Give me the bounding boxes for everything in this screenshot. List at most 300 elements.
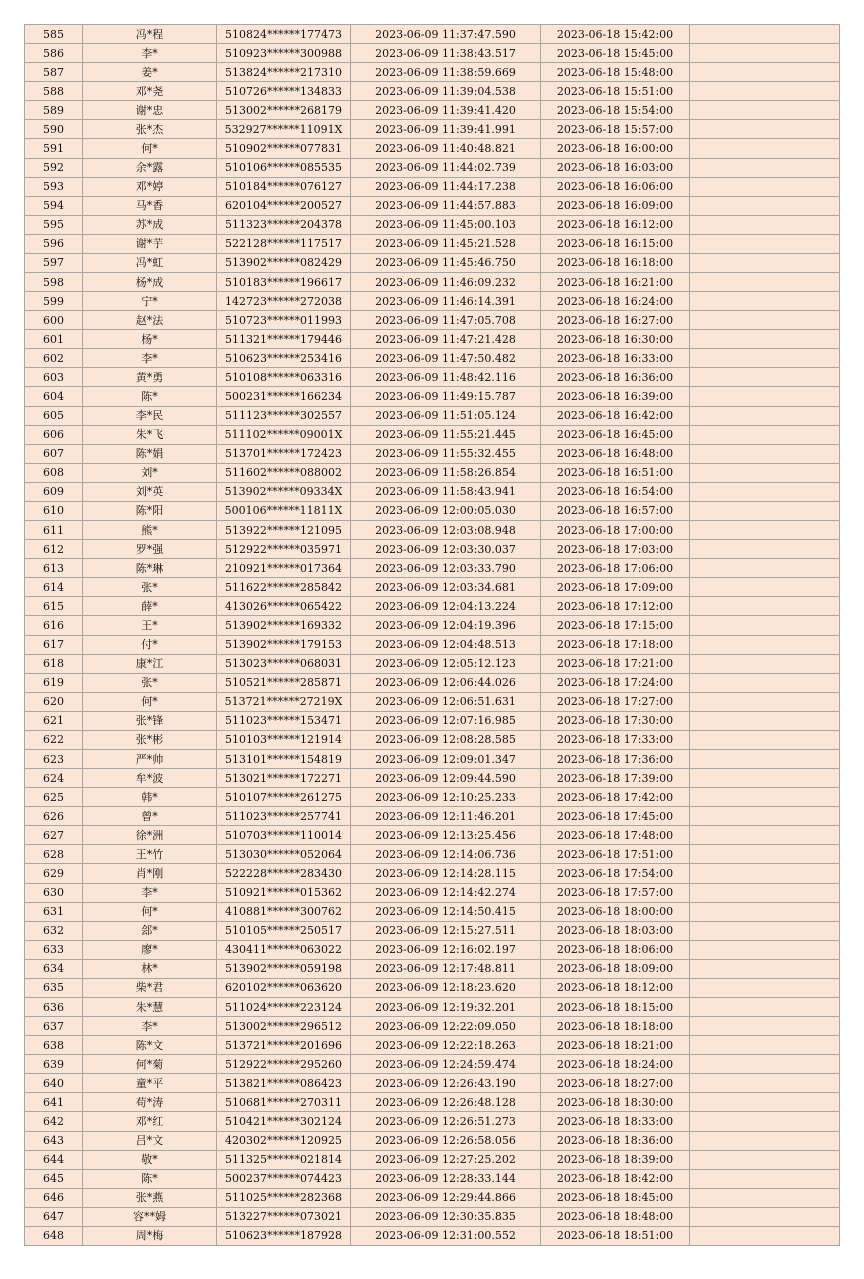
- id-number: 512922******035971: [217, 540, 351, 559]
- row-number: 591: [25, 139, 83, 158]
- empty-cell: [690, 769, 840, 788]
- appointment-time: 2023-06-18 17:48:00: [541, 826, 690, 845]
- submit-time: 2023-06-09 11:44:02.739: [351, 158, 541, 177]
- empty-cell: [690, 120, 840, 139]
- empty-cell: [690, 196, 840, 215]
- submit-time: 2023-06-09 12:26:43.190: [351, 1074, 541, 1093]
- table-row: [25, 883, 840, 902]
- empty-cell: [690, 578, 840, 597]
- person-name: 廖*: [83, 940, 217, 959]
- id-number: 513030******052064: [217, 845, 351, 864]
- person-name: 杨*成: [83, 273, 217, 292]
- table-row: [25, 1074, 840, 1093]
- id-number: 513002******268179: [217, 101, 351, 120]
- row-number: 611: [25, 521, 83, 540]
- submit-time: 2023-06-09 12:19:32.201: [351, 997, 541, 1016]
- table-row: [25, 368, 840, 387]
- appointment-time: 2023-06-18 17:03:00: [541, 540, 690, 559]
- person-name: 韩*: [83, 788, 217, 807]
- submit-time: 2023-06-09 12:27:25.202: [351, 1150, 541, 1169]
- empty-cell: [690, 1169, 840, 1188]
- table-row: [25, 902, 840, 921]
- empty-cell: [690, 597, 840, 616]
- id-number: 513902******09334X: [217, 482, 351, 501]
- table-row: [25, 807, 840, 826]
- empty-cell: [690, 63, 840, 82]
- person-name: 谢*忠: [83, 101, 217, 120]
- person-name: 冯*程: [83, 25, 217, 44]
- empty-cell: [690, 158, 840, 177]
- table-row: [25, 1131, 840, 1150]
- person-name: 曾*: [83, 807, 217, 826]
- appointment-time: 2023-06-18 17:21:00: [541, 654, 690, 673]
- appointment-time: 2023-06-18 16:06:00: [541, 177, 690, 196]
- table-row: [25, 1169, 840, 1188]
- submit-time: 2023-06-09 12:30:35.835: [351, 1207, 541, 1226]
- empty-cell: [690, 101, 840, 120]
- id-number: 510923******300988: [217, 44, 351, 63]
- table-row: [25, 406, 840, 425]
- person-name: 李*: [83, 349, 217, 368]
- submit-time: 2023-06-09 12:14:28.115: [351, 864, 541, 883]
- id-number: 430411******063022: [217, 940, 351, 959]
- row-number: 590: [25, 120, 83, 139]
- id-number: 513721******27219X: [217, 692, 351, 711]
- appointment-time: 2023-06-18 18:33:00: [541, 1112, 690, 1131]
- person-name: 柴*君: [83, 978, 217, 997]
- id-number: 532927******11091X: [217, 120, 351, 139]
- empty-cell: [690, 406, 840, 425]
- person-name: 敬*: [83, 1150, 217, 1169]
- empty-cell: [690, 635, 840, 654]
- id-number: 513922******121095: [217, 521, 351, 540]
- submit-time: 2023-06-09 12:29:44.866: [351, 1188, 541, 1207]
- appointment-time: 2023-06-18 17:42:00: [541, 788, 690, 807]
- row-number: 623: [25, 749, 83, 768]
- table-row: [25, 120, 840, 139]
- submit-time: 2023-06-09 12:03:08.948: [351, 521, 541, 540]
- table-row: [25, 730, 840, 749]
- id-number: 142723******272038: [217, 292, 351, 311]
- appointment-time: 2023-06-18 17:45:00: [541, 807, 690, 826]
- submit-time: 2023-06-09 12:22:18.263: [351, 1036, 541, 1055]
- row-number: 637: [25, 1017, 83, 1036]
- id-number: 510106******085535: [217, 158, 351, 177]
- table-row: [25, 82, 840, 101]
- submit-time: 2023-06-09 12:26:51.273: [351, 1112, 541, 1131]
- id-number: 511323******204378: [217, 215, 351, 234]
- empty-cell: [690, 1017, 840, 1036]
- id-number: 413026******065422: [217, 597, 351, 616]
- person-name: 李*: [83, 883, 217, 902]
- person-name: 刘*: [83, 463, 217, 482]
- row-number: 630: [25, 883, 83, 902]
- appointment-time: 2023-06-18 15:51:00: [541, 82, 690, 101]
- submit-time: 2023-06-09 11:55:21.445: [351, 425, 541, 444]
- appointment-time: 2023-06-18 16:48:00: [541, 444, 690, 463]
- row-number: 604: [25, 387, 83, 406]
- person-name: 陈*: [83, 1169, 217, 1188]
- empty-cell: [690, 940, 840, 959]
- id-number: 513902******059198: [217, 959, 351, 978]
- empty-cell: [690, 845, 840, 864]
- person-name: 苟*涛: [83, 1093, 217, 1112]
- empty-cell: [690, 1055, 840, 1074]
- submit-time: 2023-06-09 11:44:57.883: [351, 196, 541, 215]
- appointment-time: 2023-06-18 18:09:00: [541, 959, 690, 978]
- person-name: 陈*文: [83, 1036, 217, 1055]
- row-number: 634: [25, 959, 83, 978]
- empty-cell: [690, 1112, 840, 1131]
- appointment-time: 2023-06-18 16:12:00: [541, 215, 690, 234]
- submit-time: 2023-06-09 11:46:14.391: [351, 292, 541, 311]
- row-number: 626: [25, 807, 83, 826]
- empty-cell: [690, 959, 840, 978]
- id-number: 511602******088002: [217, 463, 351, 482]
- table-row: [25, 788, 840, 807]
- person-name: 李*: [83, 44, 217, 63]
- appointment-time: 2023-06-18 17:06:00: [541, 559, 690, 578]
- table-row: [25, 44, 840, 63]
- empty-cell: [690, 1131, 840, 1150]
- person-name: 谢*芋: [83, 234, 217, 253]
- empty-cell: [690, 1074, 840, 1093]
- row-number: 618: [25, 654, 83, 673]
- id-number: 500231******166234: [217, 387, 351, 406]
- id-number: 513701******172423: [217, 444, 351, 463]
- table-row: [25, 1207, 840, 1226]
- submit-time: 2023-06-09 12:03:34.681: [351, 578, 541, 597]
- person-name: 张*燕: [83, 1188, 217, 1207]
- appointment-time: 2023-06-18 17:27:00: [541, 692, 690, 711]
- id-number: 510902******077831: [217, 139, 351, 158]
- row-number: 614: [25, 578, 83, 597]
- submit-time: 2023-06-09 12:17:48.811: [351, 959, 541, 978]
- person-name: 严*帅: [83, 749, 217, 768]
- submit-time: 2023-06-09 12:10:25.233: [351, 788, 541, 807]
- table-body: [25, 25, 840, 1246]
- empty-cell: [690, 444, 840, 463]
- submit-time: 2023-06-09 12:18:23.620: [351, 978, 541, 997]
- table-row: [25, 769, 840, 788]
- appointment-time: 2023-06-18 18:21:00: [541, 1036, 690, 1055]
- person-name: 牟*波: [83, 769, 217, 788]
- empty-cell: [690, 1207, 840, 1226]
- table-row: [25, 196, 840, 215]
- row-number: 646: [25, 1188, 83, 1207]
- table-row: [25, 692, 840, 711]
- row-number: 612: [25, 540, 83, 559]
- row-number: 608: [25, 463, 83, 482]
- submit-time: 2023-06-09 12:26:48.128: [351, 1093, 541, 1112]
- row-number: 603: [25, 368, 83, 387]
- table-row: [25, 940, 840, 959]
- person-name: 朱*慧: [83, 997, 217, 1016]
- row-number: 622: [25, 730, 83, 749]
- appointment-time: 2023-06-18 17:33:00: [541, 730, 690, 749]
- row-number: 617: [25, 635, 83, 654]
- table-row: [25, 578, 840, 597]
- appointment-time: 2023-06-18 15:57:00: [541, 120, 690, 139]
- empty-cell: [690, 1036, 840, 1055]
- empty-cell: [690, 978, 840, 997]
- empty-cell: [690, 521, 840, 540]
- id-number: 513721******201696: [217, 1036, 351, 1055]
- table-row: [25, 311, 840, 330]
- empty-cell: [690, 788, 840, 807]
- row-number: 635: [25, 978, 83, 997]
- submit-time: 2023-06-09 12:22:09.050: [351, 1017, 541, 1036]
- appointment-time: 2023-06-18 16:27:00: [541, 311, 690, 330]
- table-row: [25, 749, 840, 768]
- id-number: 510824******177473: [217, 25, 351, 44]
- table-row: [25, 616, 840, 635]
- person-name: 肖*刚: [83, 864, 217, 883]
- appointment-time: 2023-06-18 17:54:00: [541, 864, 690, 883]
- id-number: 510421******302124: [217, 1112, 351, 1131]
- id-number: 511321******179446: [217, 330, 351, 349]
- row-number: 647: [25, 1207, 83, 1226]
- row-number: 640: [25, 1074, 83, 1093]
- person-name: 王*: [83, 616, 217, 635]
- submit-time: 2023-06-09 12:06:51.631: [351, 692, 541, 711]
- submit-time: 2023-06-09 11:51:05.124: [351, 406, 541, 425]
- appointment-time: 2023-06-18 18:27:00: [541, 1074, 690, 1093]
- row-number: 597: [25, 253, 83, 272]
- row-number: 619: [25, 673, 83, 692]
- submit-time: 2023-06-09 12:16:02.197: [351, 940, 541, 959]
- id-number: 513021******172271: [217, 769, 351, 788]
- id-number: 620102******063620: [217, 978, 351, 997]
- submit-time: 2023-06-09 12:04:48.513: [351, 635, 541, 654]
- id-number: 511123******302557: [217, 406, 351, 425]
- appointment-time: 2023-06-18 17:15:00: [541, 616, 690, 635]
- person-name: 李*: [83, 1017, 217, 1036]
- person-name: 薛*: [83, 597, 217, 616]
- table-row: [25, 521, 840, 540]
- table-row: [25, 292, 840, 311]
- appointment-time: 2023-06-18 18:03:00: [541, 921, 690, 940]
- table-row: [25, 1093, 840, 1112]
- empty-cell: [690, 482, 840, 501]
- row-number: 624: [25, 769, 83, 788]
- person-name: 罗*强: [83, 540, 217, 559]
- person-name: 张*锋: [83, 711, 217, 730]
- appointment-time: 2023-06-18 18:39:00: [541, 1150, 690, 1169]
- appointment-time: 2023-06-18 16:30:00: [541, 330, 690, 349]
- row-number: 599: [25, 292, 83, 311]
- table-row: [25, 635, 840, 654]
- row-number: 595: [25, 215, 83, 234]
- submit-time: 2023-06-09 12:00:05.030: [351, 501, 541, 520]
- appointment-time: 2023-06-18 18:36:00: [541, 1131, 690, 1150]
- table-row: [25, 215, 840, 234]
- appointment-time: 2023-06-18 18:48:00: [541, 1207, 690, 1226]
- table-row: [25, 387, 840, 406]
- submit-time: 2023-06-09 11:46:09.232: [351, 273, 541, 292]
- empty-cell: [690, 673, 840, 692]
- row-number: 631: [25, 902, 83, 921]
- appointment-time: 2023-06-18 17:30:00: [541, 711, 690, 730]
- row-number: 607: [25, 444, 83, 463]
- empty-cell: [690, 902, 840, 921]
- person-name: 徐*洲: [83, 826, 217, 845]
- row-number: 639: [25, 1055, 83, 1074]
- person-name: 童*平: [83, 1074, 217, 1093]
- person-name: 付*: [83, 635, 217, 654]
- submit-time: 2023-06-09 11:45:00.103: [351, 215, 541, 234]
- id-number: 500106******11811X: [217, 501, 351, 520]
- table-row: [25, 1036, 840, 1055]
- empty-cell: [690, 311, 840, 330]
- row-number: 589: [25, 101, 83, 120]
- id-number: 513227******073021: [217, 1207, 351, 1226]
- row-number: 598: [25, 273, 83, 292]
- row-number: 606: [25, 425, 83, 444]
- appointment-time: 2023-06-18 16:36:00: [541, 368, 690, 387]
- id-number: 513821******086423: [217, 1074, 351, 1093]
- id-number: 511023******257741: [217, 807, 351, 826]
- row-number: 596: [25, 234, 83, 253]
- submit-time: 2023-06-09 12:26:58.056: [351, 1131, 541, 1150]
- id-number: 513902******179153: [217, 635, 351, 654]
- person-name: 吕*文: [83, 1131, 217, 1150]
- submit-time: 2023-06-09 11:39:41.420: [351, 101, 541, 120]
- appointment-time: 2023-06-18 16:09:00: [541, 196, 690, 215]
- id-number: 511102******09001X: [217, 425, 351, 444]
- id-number: 511024******223124: [217, 997, 351, 1016]
- empty-cell: [690, 540, 840, 559]
- person-name: 陈*阳: [83, 501, 217, 520]
- submit-time: 2023-06-09 12:07:16.985: [351, 711, 541, 730]
- submit-time: 2023-06-09 11:40:48.821: [351, 139, 541, 158]
- table-row: [25, 158, 840, 177]
- submit-time: 2023-06-09 11:45:46.750: [351, 253, 541, 272]
- id-number: 513824******217310: [217, 63, 351, 82]
- submit-time: 2023-06-09 12:14:42.274: [351, 883, 541, 902]
- table-row: [25, 673, 840, 692]
- empty-cell: [690, 864, 840, 883]
- row-number: 613: [25, 559, 83, 578]
- id-number: 513902******169332: [217, 616, 351, 635]
- submit-time: 2023-06-09 12:03:33.790: [351, 559, 541, 578]
- appointment-time: 2023-06-18 17:00:00: [541, 521, 690, 540]
- appointment-time: 2023-06-18 16:39:00: [541, 387, 690, 406]
- appointment-time: 2023-06-18 18:18:00: [541, 1017, 690, 1036]
- submit-time: 2023-06-09 11:44:17.238: [351, 177, 541, 196]
- person-name: 姜*: [83, 63, 217, 82]
- submit-time: 2023-06-09 12:13:25.456: [351, 826, 541, 845]
- empty-cell: [690, 330, 840, 349]
- person-name: 何*: [83, 692, 217, 711]
- registration-table: [24, 24, 840, 1246]
- empty-cell: [690, 1093, 840, 1112]
- row-number: 602: [25, 349, 83, 368]
- submit-time: 2023-06-09 12:04:19.396: [351, 616, 541, 635]
- appointment-time: 2023-06-18 17:36:00: [541, 749, 690, 768]
- submit-time: 2023-06-09 11:38:59.669: [351, 63, 541, 82]
- submit-time: 2023-06-09 12:09:01.347: [351, 749, 541, 768]
- person-name: 邓*尧: [83, 82, 217, 101]
- appointment-time: 2023-06-18 16:15:00: [541, 234, 690, 253]
- person-name: 邓*红: [83, 1112, 217, 1131]
- empty-cell: [690, 253, 840, 272]
- row-number: 609: [25, 482, 83, 501]
- person-name: 杨*: [83, 330, 217, 349]
- row-number: 628: [25, 845, 83, 864]
- submit-time: 2023-06-09 12:05:12.123: [351, 654, 541, 673]
- id-number: 510623******253416: [217, 349, 351, 368]
- row-number: 638: [25, 1036, 83, 1055]
- submit-time: 2023-06-09 12:31:00.552: [351, 1226, 541, 1245]
- id-number: 210921******017364: [217, 559, 351, 578]
- person-name: 刘*英: [83, 482, 217, 501]
- person-name: 郐*: [83, 921, 217, 940]
- table-row: [25, 63, 840, 82]
- row-number: 642: [25, 1112, 83, 1131]
- submit-time: 2023-06-09 12:15:27.511: [351, 921, 541, 940]
- empty-cell: [690, 921, 840, 940]
- table-row: [25, 425, 840, 444]
- appointment-time: 2023-06-18 18:51:00: [541, 1226, 690, 1245]
- table-row: [25, 997, 840, 1016]
- appointment-time: 2023-06-18 16:33:00: [541, 349, 690, 368]
- table-row: [25, 349, 840, 368]
- person-name: 宁*: [83, 292, 217, 311]
- row-number: 632: [25, 921, 83, 940]
- id-number: 513002******296512: [217, 1017, 351, 1036]
- table-row: [25, 826, 840, 845]
- id-number: 511325******021814: [217, 1150, 351, 1169]
- appointment-time: 2023-06-18 15:48:00: [541, 63, 690, 82]
- person-name: 熊*: [83, 521, 217, 540]
- empty-cell: [690, 177, 840, 196]
- person-name: 周*梅: [83, 1226, 217, 1245]
- empty-cell: [690, 463, 840, 482]
- submit-time: 2023-06-09 11:58:26.854: [351, 463, 541, 482]
- submit-time: 2023-06-09 11:47:21.428: [351, 330, 541, 349]
- appointment-time: 2023-06-18 16:21:00: [541, 273, 690, 292]
- submit-time: 2023-06-09 12:14:06.736: [351, 845, 541, 864]
- id-number: 511025******282368: [217, 1188, 351, 1207]
- row-number: 648: [25, 1226, 83, 1245]
- submit-time: 2023-06-09 12:09:44.590: [351, 769, 541, 788]
- row-number: 586: [25, 44, 83, 63]
- id-number: 513023******068031: [217, 654, 351, 673]
- submit-time: 2023-06-09 12:11:46.201: [351, 807, 541, 826]
- submit-time: 2023-06-09 12:24:59.474: [351, 1055, 541, 1074]
- table-row: [25, 559, 840, 578]
- submit-time: 2023-06-09 12:04:13.224: [351, 597, 541, 616]
- submit-time: 2023-06-09 11:39:04.538: [351, 82, 541, 101]
- submit-time: 2023-06-09 11:37:47.590: [351, 25, 541, 44]
- person-name: 张*: [83, 578, 217, 597]
- id-number: 522228******283430: [217, 864, 351, 883]
- row-number: 600: [25, 311, 83, 330]
- person-name: 何*: [83, 139, 217, 158]
- empty-cell: [690, 559, 840, 578]
- table-row: [25, 1188, 840, 1207]
- empty-cell: [690, 82, 840, 101]
- empty-cell: [690, 25, 840, 44]
- table-row: [25, 1150, 840, 1169]
- row-number: 593: [25, 177, 83, 196]
- submit-time: 2023-06-09 11:48:42.116: [351, 368, 541, 387]
- appointment-time: 2023-06-18 17:51:00: [541, 845, 690, 864]
- submit-time: 2023-06-09 12:06:44.026: [351, 673, 541, 692]
- table-row: [25, 330, 840, 349]
- table-row: [25, 139, 840, 158]
